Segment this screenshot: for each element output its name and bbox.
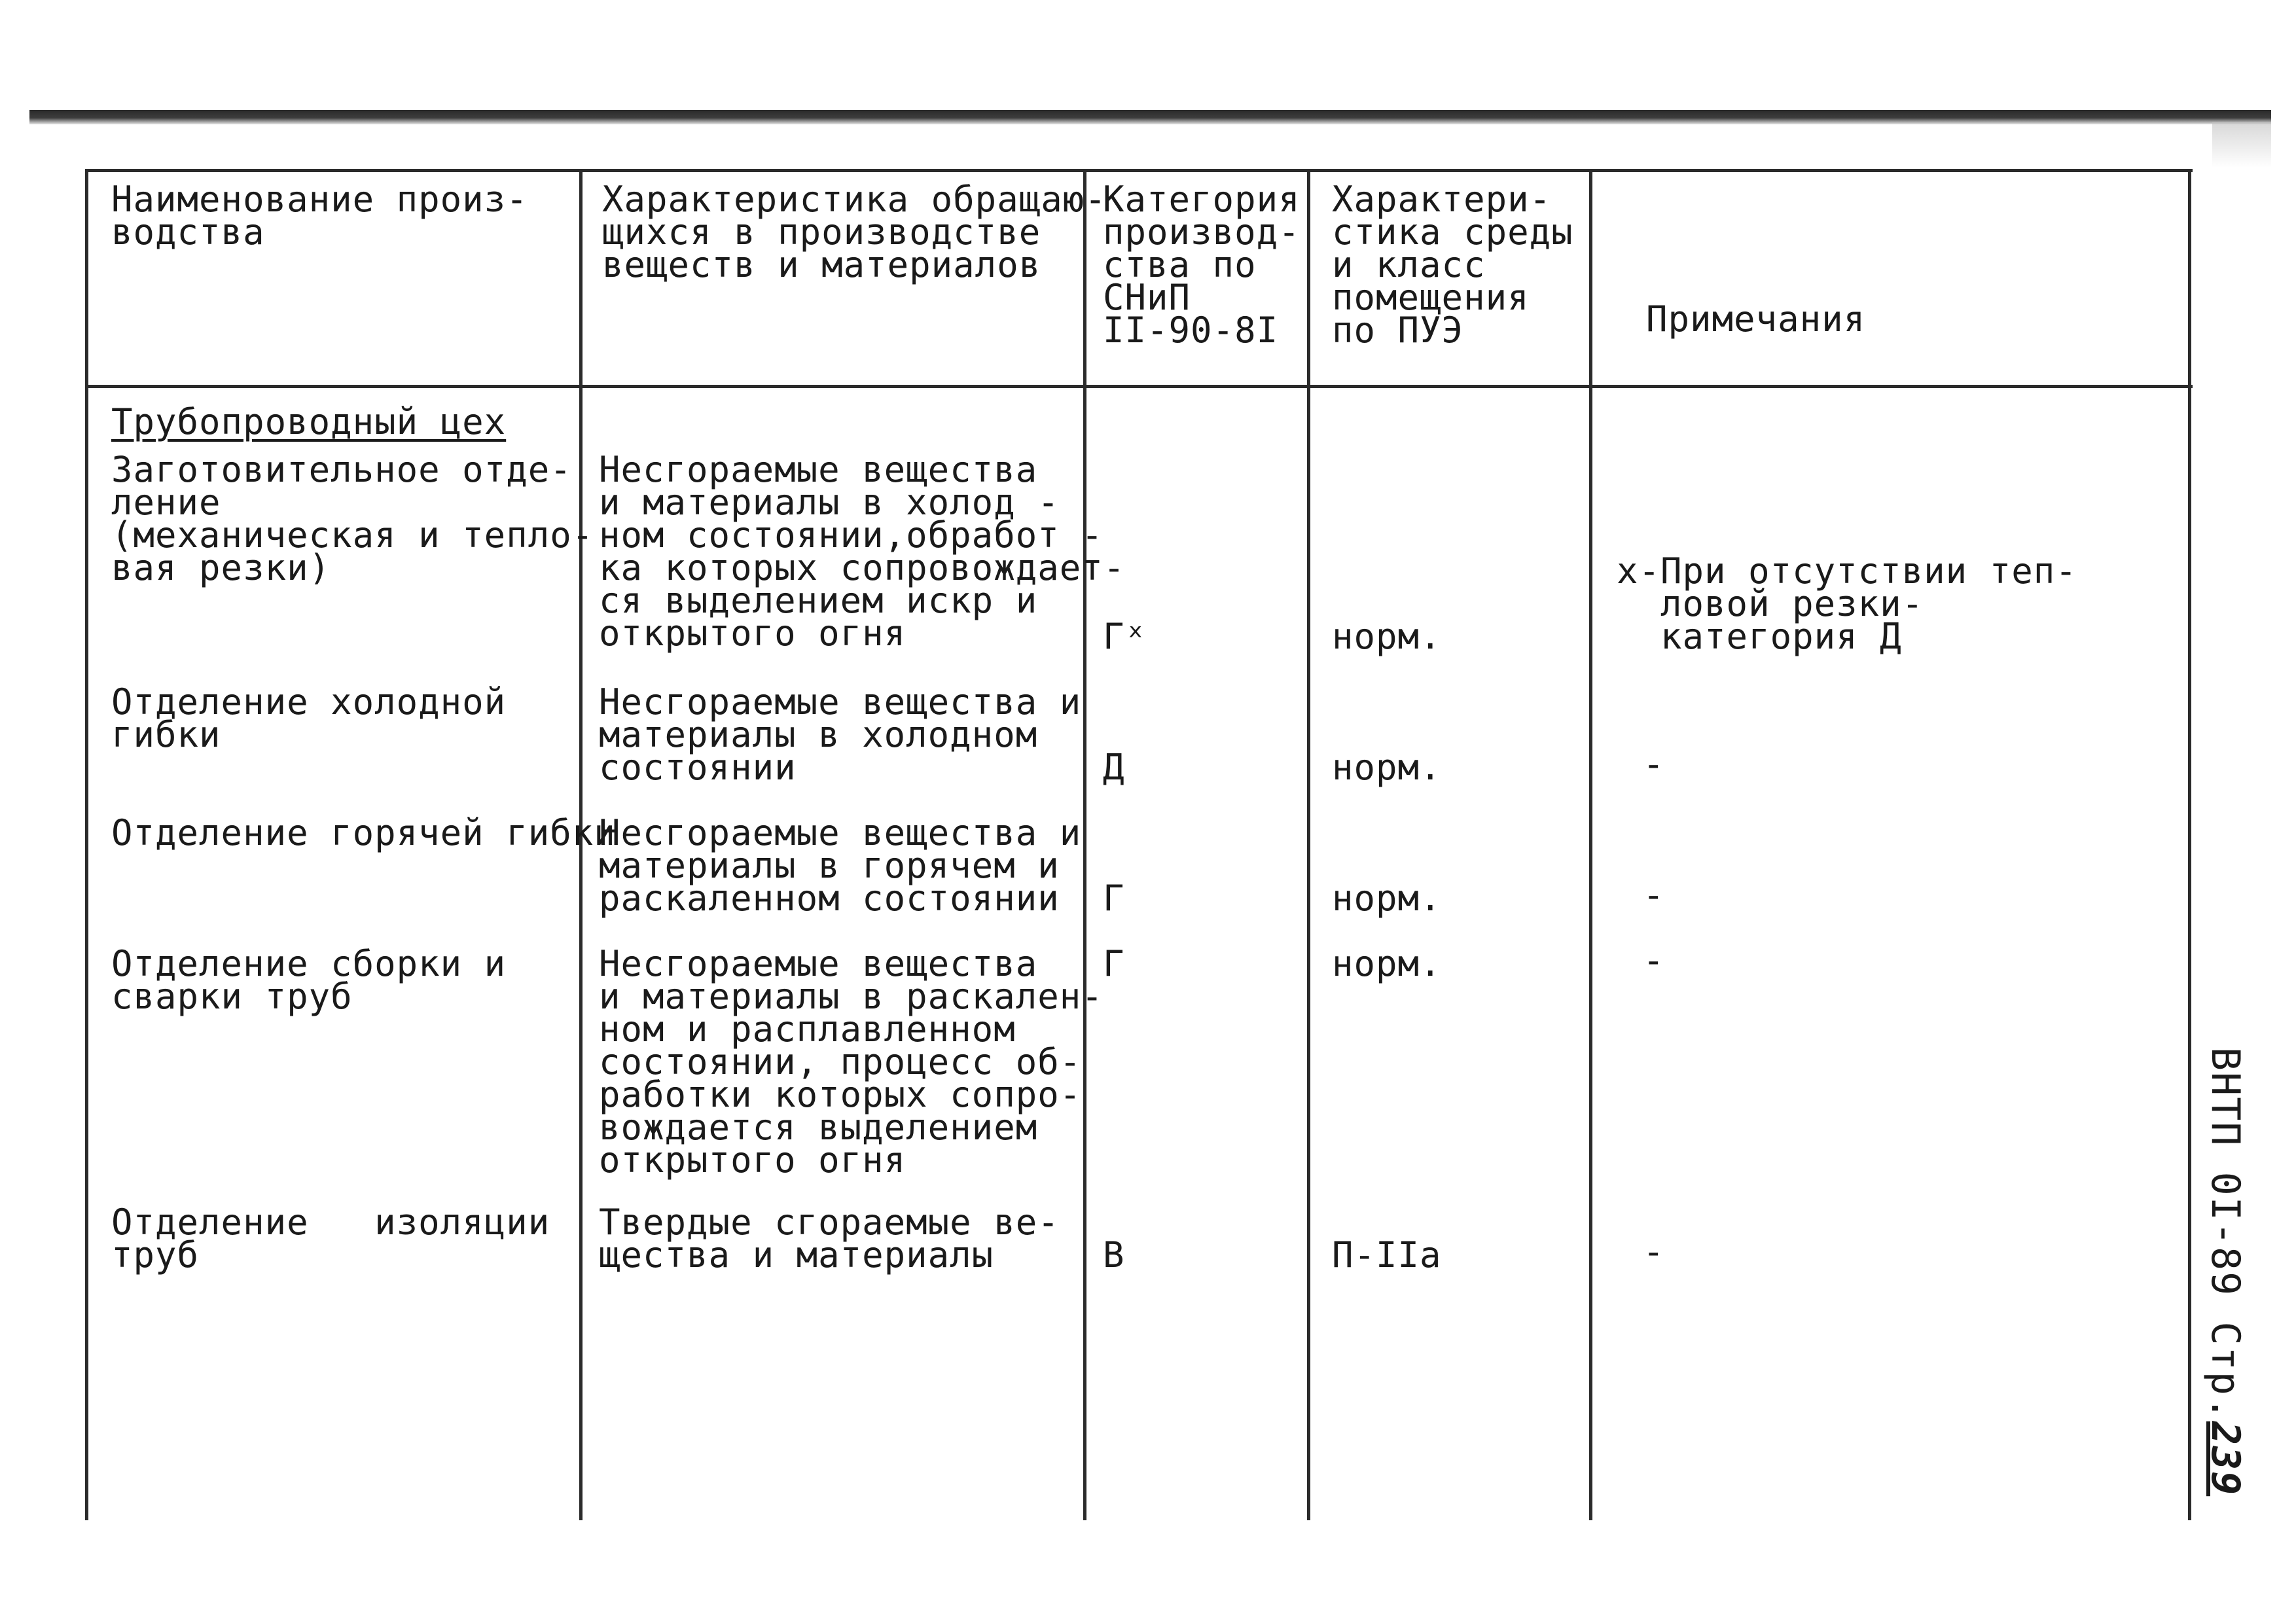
row-3-substances: Несгораемые вещества и материалы в горячем и раскаленном состоянии: [599, 812, 1082, 919]
column-divider-3: [1307, 169, 1310, 1520]
row-1-notes: х-При отсутствии теп- ловой резки- категория Д: [1617, 550, 2077, 657]
document-code: [2202, 1047, 2248, 1497]
row-4-substances: Несгораемые вещества и материалы в раскален- ном и расплавленном состоянии, процесс об- работки которых сопро- вождается выделением открытого огня: [599, 943, 1103, 1181]
row-5-category: В: [1103, 1234, 1125, 1275]
row-5-name: Отделение изоляции труб: [111, 1202, 550, 1275]
row-3-environment: норм.: [1332, 878, 1442, 919]
header-notes: Примечания: [1646, 298, 1866, 340]
row-1-substances: Несгораемые вещества и материалы в холод - ном состоянии,обработ - ка которых сопровождает- ся выделением искр и открытого огня: [599, 449, 1126, 654]
row-2-name: Отделение холодной гибки: [111, 681, 507, 755]
header-divider: [85, 385, 2193, 388]
row-5-notes: -: [1643, 1231, 1665, 1272]
table-border-right: [2188, 169, 2191, 1520]
row-4-name: Отделение сборки и сварки труб: [111, 943, 507, 1017]
row-3-notes: -: [1643, 874, 1665, 916]
column-divider-2: [1083, 169, 1086, 1520]
header-substances: Характеристика обращаю- щихся в производстве веществ и материалов: [602, 179, 1107, 285]
header-environment: Характери- стика среды и класс помещения по ПУЭ: [1332, 179, 1573, 351]
scan-edge: [29, 110, 2271, 124]
header-category: Категория производ- ства по СНиП II-90-8I: [1103, 179, 1300, 351]
row-1-category: Гˣ: [1103, 616, 1147, 657]
header-name: Наименование произ- водства: [111, 179, 528, 253]
data-table: [85, 169, 2193, 1520]
scan-edge-shadow: [2212, 122, 2271, 168]
table-border-top: [85, 169, 2193, 172]
row-1-environment: норм.: [1332, 616, 1442, 657]
row-4-notes: -: [1643, 940, 1665, 981]
page-number: 239: [2202, 1421, 2248, 1497]
row-2-notes: -: [1643, 743, 1665, 785]
document-code-text: ВНТП 0I-89 Стр.: [2202, 1047, 2248, 1421]
row-4-category: Г: [1103, 943, 1125, 984]
row-3-name: Отделение горячей гибки: [111, 812, 616, 853]
row-2-environment: норм.: [1332, 747, 1442, 788]
section-title: Трубопроводный цех: [111, 401, 507, 442]
table-border-left: [85, 169, 88, 1520]
row-5-environment: П-IIа: [1332, 1234, 1442, 1275]
row-5-substances: Твердые сгораемые ве- щества и материалы: [599, 1202, 1060, 1275]
row-1-name: Заготовительное отде- ление (механическая и тепло- вая резки): [111, 449, 594, 588]
row-3-category: Г: [1103, 878, 1125, 919]
row-2-substances: Несгораемые вещества и материалы в холодном состоянии: [599, 681, 1082, 788]
row-2-category: Д: [1103, 747, 1125, 788]
row-4-environment: норм.: [1332, 943, 1442, 984]
column-divider-4: [1589, 169, 1592, 1520]
